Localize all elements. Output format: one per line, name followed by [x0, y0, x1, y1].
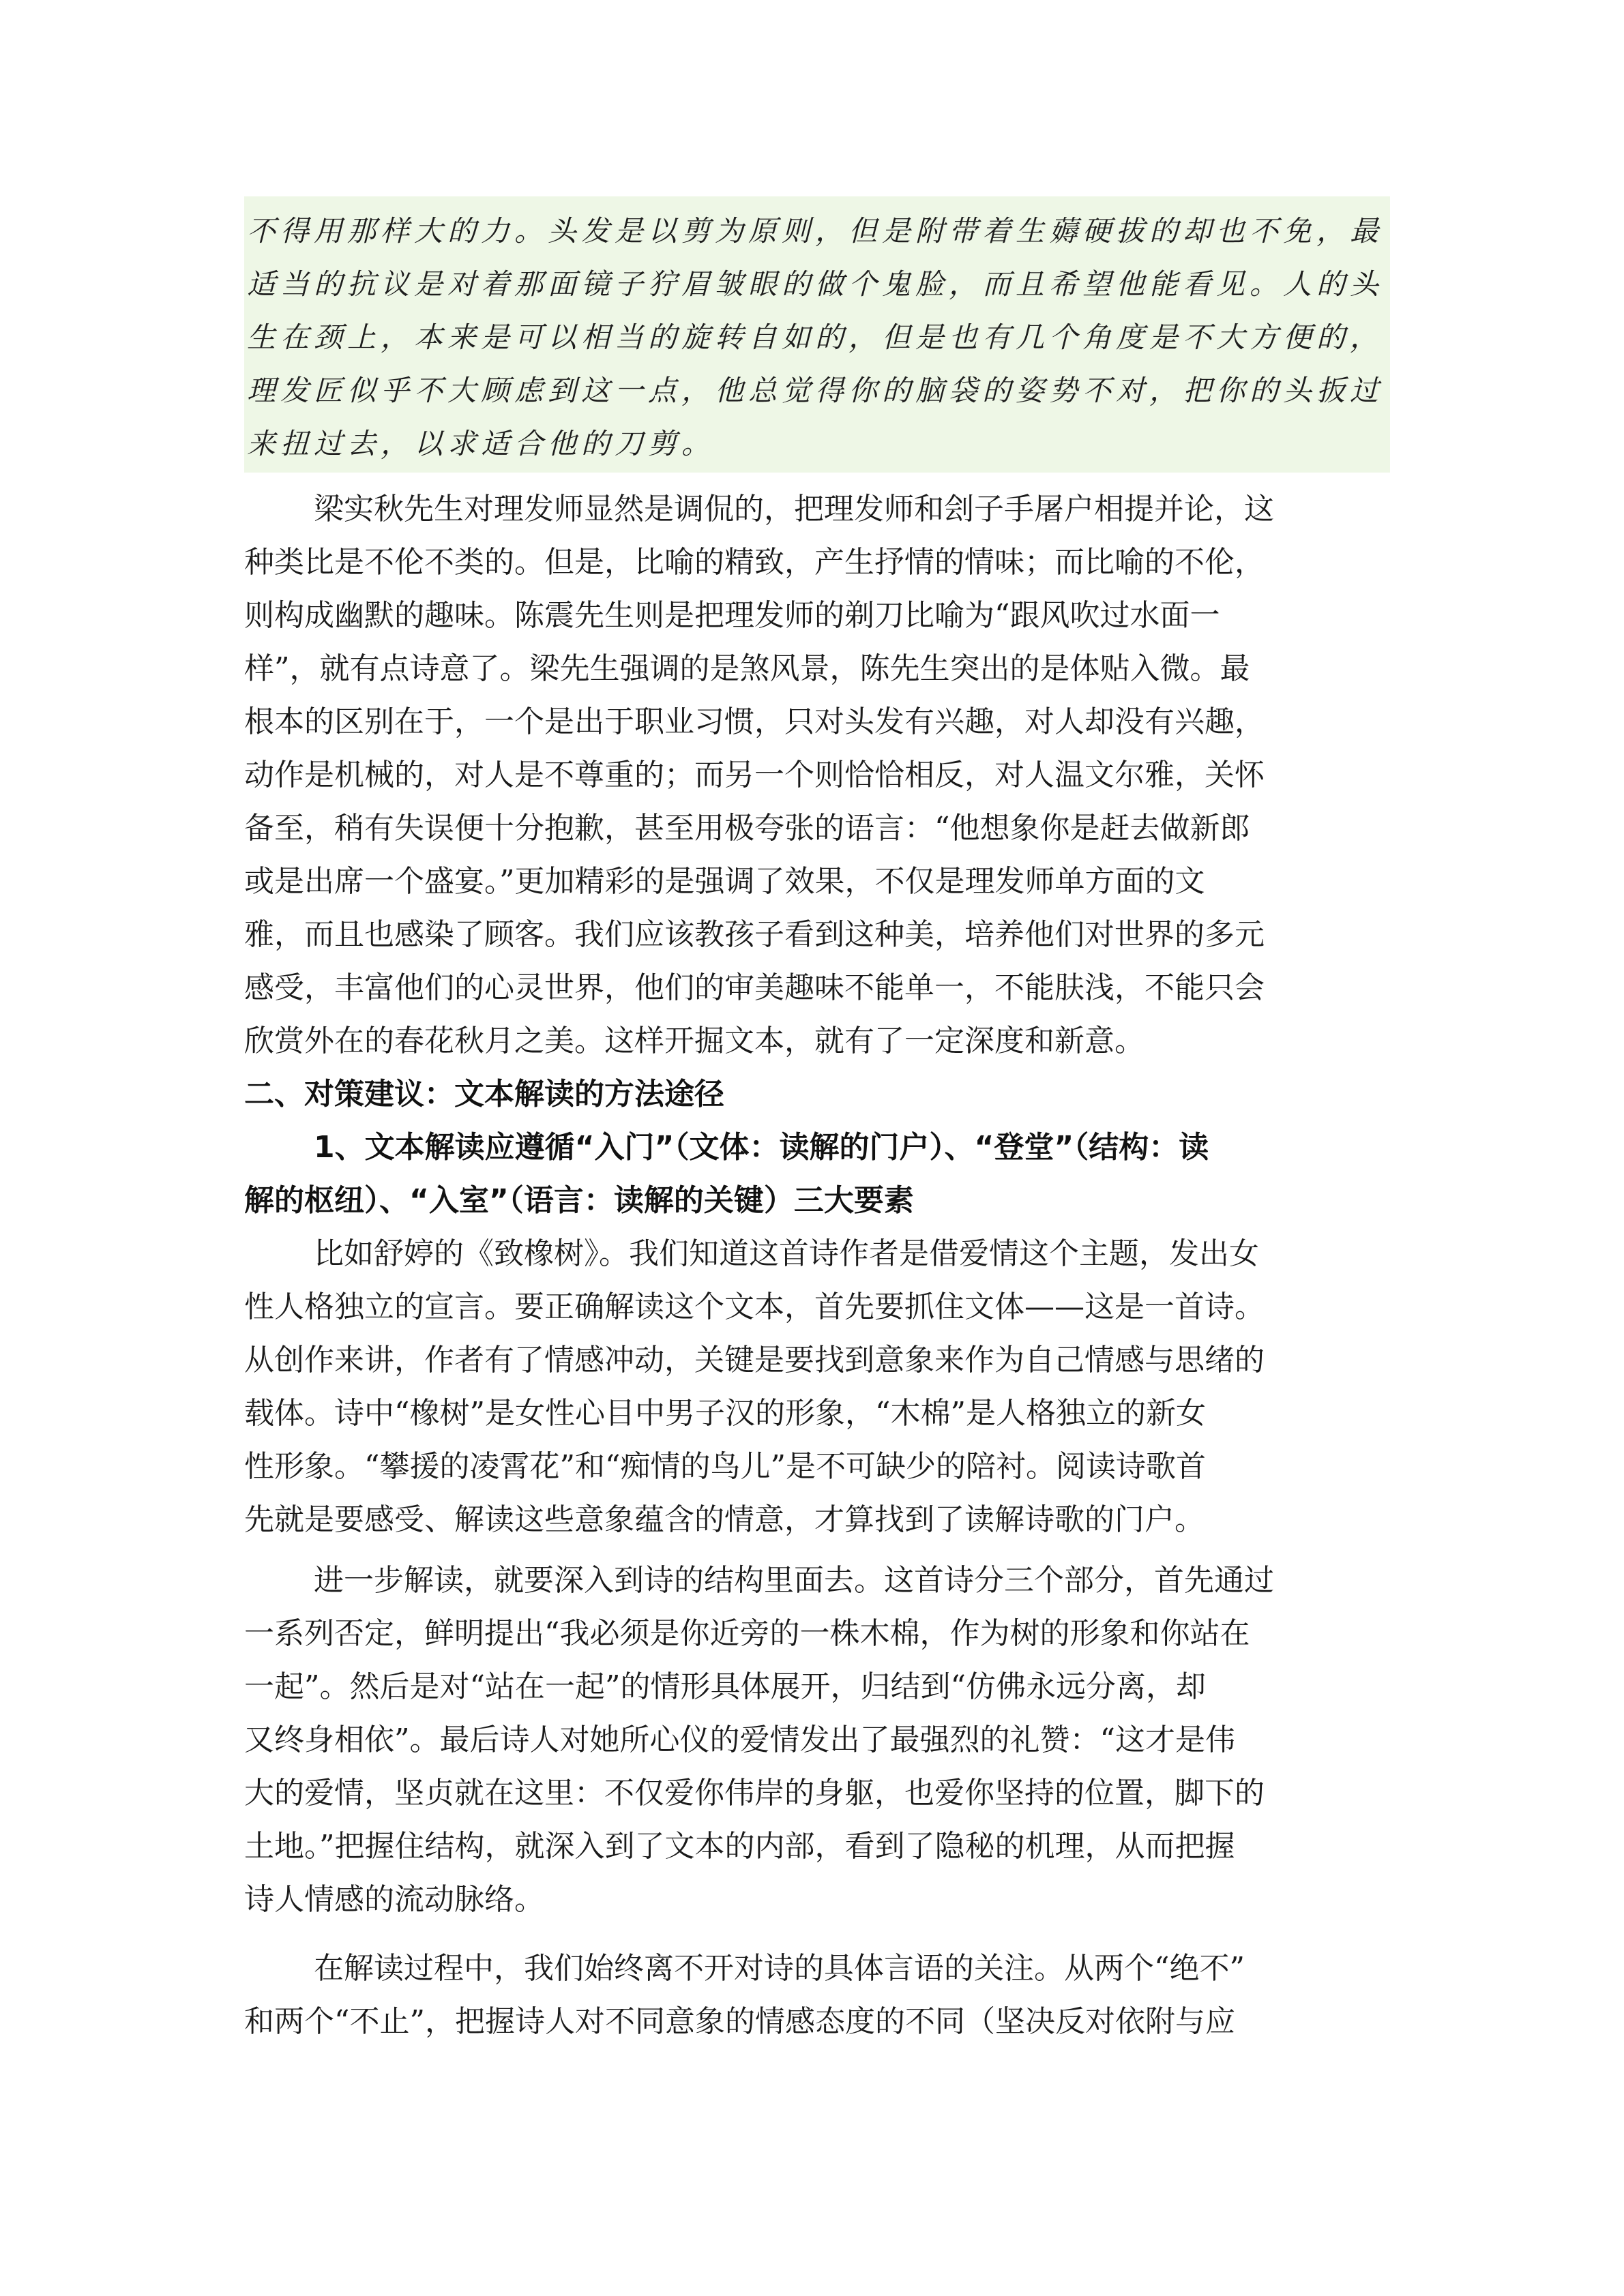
paragraph-line: 先就是要感受、解读这些意象蕴含的情意，才算找到了读解诗歌的门户。	[244, 1502, 1205, 1537]
paragraph-line: 进一步解读，就要深入到诗的结构里面去。这首诗分三个部分，首先通过	[314, 1563, 1274, 1598]
paragraph-line: 或是出席一个盛宴。”更加精彩的是强调了效果，不仅是理发师单方面的文	[244, 864, 1205, 899]
paragraph-line: 载体。诗中“橡树”是女性心目中男子汉的形象，“木棉”是人格独立的新女	[244, 1396, 1206, 1431]
paragraph-line: 梁实秋先生对理发师显然是调侃的，把理发师和刽子手屠户相提并论，这	[314, 492, 1274, 526]
paragraph-line: 雅，而且也感染了顾客。我们应该教孩子看到这种美，培养他们对世界的多元	[244, 917, 1265, 952]
paragraph-line: 根本的区别在于，一个是出于职业习惯，只对头发有兴趣，对人却没有兴趣，	[244, 704, 1265, 739]
subheading-line: 1、文本解读应遵循“入门”（文体：读解的门户）、“登堂”（结构：读	[314, 1130, 1209, 1165]
paragraph-line: 大的爱情，坚贞就在这里：不仅爱你伟岸的身躯，也爱你坚持的位置，脚下的	[244, 1776, 1265, 1810]
paragraph-line: 性形象。“攀援的凌霄花”和“痴情的鸟儿”是不可缺少的陪衬。阅读诗歌首	[244, 1449, 1206, 1484]
paragraph-line: 则构成幽默的趣味。陈震先生则是把理发师的剃刀比喻为“跟风吹过水面一	[244, 598, 1220, 633]
paragraph-line: 感受，丰富他们的心灵世界，他们的审美趣味不能单一，不能肤浅，不能只会	[244, 970, 1265, 1005]
paragraph-line: 在解读过程中，我们始终离不开对诗的具体言语的关注。从两个“绝不”	[314, 1951, 1245, 1986]
subheading-line: 解的枢纽）、“入室”（语言：读解的关键）三大要素	[244, 1183, 914, 1218]
paragraph-line: 性人格独立的宣言。要正确解读这个文本，首先要抓住文体——这是一首诗。	[244, 1289, 1265, 1324]
paragraph-line: 备至，稍有失误便十分抱歉，甚至用极夸张的语言：“他想象你是赶去做新郎	[244, 811, 1250, 846]
quote-line: 来扭过去，以求适合他的刀剪。	[247, 427, 715, 460]
section-heading: 二、对策建议：文本解读的方法途径	[244, 1077, 724, 1112]
paragraph-line: 比如舒婷的《致橡树》。我们知道这首诗作者是借爱情这个主题，发出女	[314, 1236, 1259, 1271]
paragraph-line: 一系列否定，鲜明提出“我必须是你近旁的一株木棉，作为树的形象和你站在	[244, 1616, 1250, 1651]
paragraph-line: 一起”。然后是对“站在一起”的情形具体展开，归结到“仿佛永远分离，却	[244, 1669, 1206, 1704]
paragraph-line: 欣赏外在的春花秋月之美。这样开掘文本，就有了一定深度和新意。	[244, 1024, 1145, 1058]
quote-line: 理发匠似乎不大顾虑到这一点，他总觉得你的脑袋的姿势不对，把你的头扳过	[247, 374, 1384, 407]
paragraph-line: 又终身相依”。最后诗人对她所心仪的爱情发出了最强烈的礼赞：“这才是伟	[244, 1723, 1235, 1757]
paragraph-line: 土地。”把握住结构，就深入到了文本的内部，看到了隐秘的机理，从而把握	[244, 1829, 1235, 1864]
paragraph-line: 种类比是不伦不类的。但是，比喻的精致，产生抒情的情味；而比喻的不伦，	[244, 545, 1265, 580]
paragraph-line: 诗人情感的流动脉络。	[244, 1882, 544, 1917]
paragraph-line: 从创作来讲，作者有了情感冲动，关键是要找到意象来作为自己情感与思绪的	[244, 1343, 1265, 1377]
quote-line: 适当的抗议是对着那面镜子狞眉皱眼的做个鬼脸，而且希望他能看见。人的头	[247, 267, 1384, 301]
paragraph-line: 和两个“不止”，把握诗人对不同意象的情感态度的不同（坚决反对依附与应	[244, 2004, 1235, 2039]
paragraph-line: 样”，就有点诗意了。梁先生强调的是煞风景，陈先生突出的是体贴入微。最	[244, 651, 1250, 686]
quote-line: 不得用那样大的力。头发是以剪为原则，但是附带着生薅硬拔的却也不免，最	[247, 214, 1384, 248]
quote-line: 生在颈上，本来是可以相当的旋转自如的，但是也有几个角度是不大方便的，	[247, 320, 1384, 354]
paragraph-line: 动作是机械的，对人是不尊重的；而另一个则恰恰相反，对人温文尔雅，关怀	[244, 758, 1265, 792]
quote-block	[244, 196, 1390, 473]
